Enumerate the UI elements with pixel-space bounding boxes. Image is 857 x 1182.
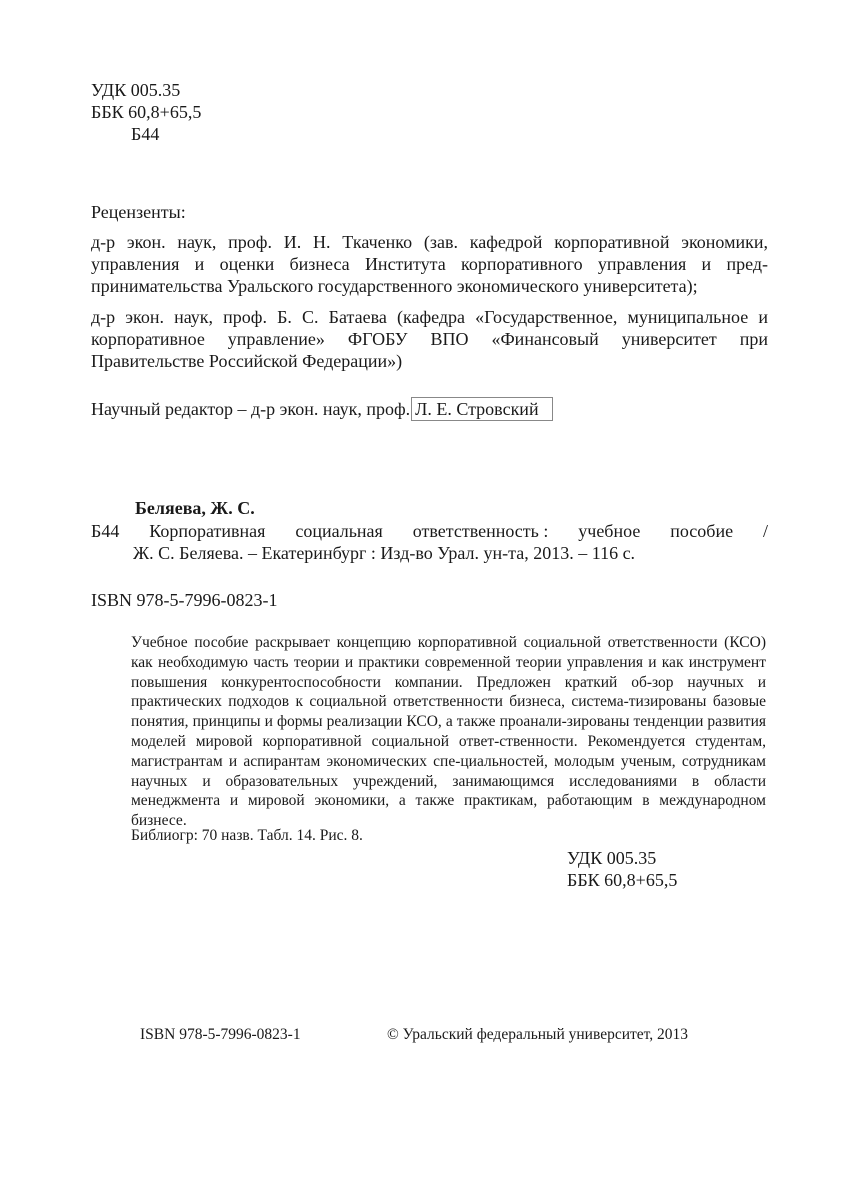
bibliographic-record <box>91 520 768 564</box>
footer-isbn: ISBN 978-5-7996-0823-1 <box>140 1026 301 1043</box>
reviewer-1: д-р экон. наук, проф. И. Н. Ткаченко (зав. кафедрой корпоративной экономики, управления и оценки бизнеса Института корпоративного управления и пред-принимательства Уральского государственного экономического университета); <box>91 232 768 296</box>
abstract-text: Учебное пособие раскрывает концепцию корпоративной социальной ответственности (КСО) как необходимую часть теории и практики современной теории управления и как инструмент повышения конкурентоспособности компании. Предложен краткий об-зор научных и практических подходов к социальной ответственности бизнеса, система-тизированы базовые понятия, принципы и формы реализации КСО, а также проанали-зированы тенденции развития моделей мировой корпоративной социальной ответ-ственности. Рекомендуется студентам, магистрантам и аспирантам экономических спе-циальностей, молодым ученым, сотрудникам научных и образовательных учреждений, занимающимся исследованиями в области менеджмента и мировой экономики, а также практикам, работающим в международном бизнесе. <box>131 634 766 830</box>
footer-copyright: © Уральский федеральный университет, 2013 <box>387 1026 689 1043</box>
bib-publisher-line: Ж. С. Беляева. – Екатеринбург : Изд-во Урал. ун-та, 2013. – 116 с. <box>133 543 636 563</box>
bib-title-line <box>91 520 768 542</box>
udk-code: УДК 005.35 <box>91 80 181 100</box>
udk-code-repeat: УДК 005.35 <box>567 848 657 868</box>
bib-code: Б44 <box>91 521 120 541</box>
author-mark-code: Б44 <box>131 124 160 144</box>
scientific-editor <box>91 397 553 421</box>
bib-word: Корпоративная <box>149 521 266 541</box>
bib-word: ответственность : <box>412 521 549 541</box>
bib-word: учебное <box>578 521 641 541</box>
bbk-code-repeat: ББК 60,8+65,5 <box>567 870 678 890</box>
bibliography-note: Библиогр: 70 назв. Табл. 14. Рис. 8. <box>131 827 363 844</box>
reviewers-heading: Рецензенты: <box>91 202 186 222</box>
bbk-code: ББК 60,8+65,5 <box>91 102 202 122</box>
bib-word: / <box>762 521 768 541</box>
bib-word: социальная <box>295 521 383 541</box>
editor-name-box: Л. Е. Стровский <box>411 397 552 421</box>
isbn: ISBN 978-5-7996-0823-1 <box>91 590 278 610</box>
classification-block-repeat <box>567 847 677 891</box>
reviewer-2: д-р экон. наук, проф. Б. С. Батаева (кафедра «Государственное, муниципальное и корпоративное управление» ФГОБУ ВПО «Финансовый университет при Правительстве Российской Федерации») <box>91 307 768 371</box>
editor-label: Научный редактор – д-р экон. наук, проф. <box>91 399 411 419</box>
author-heading: Беляева, Ж. С. <box>135 498 255 518</box>
bib-word: пособие <box>670 521 734 541</box>
classification-block <box>91 79 201 145</box>
